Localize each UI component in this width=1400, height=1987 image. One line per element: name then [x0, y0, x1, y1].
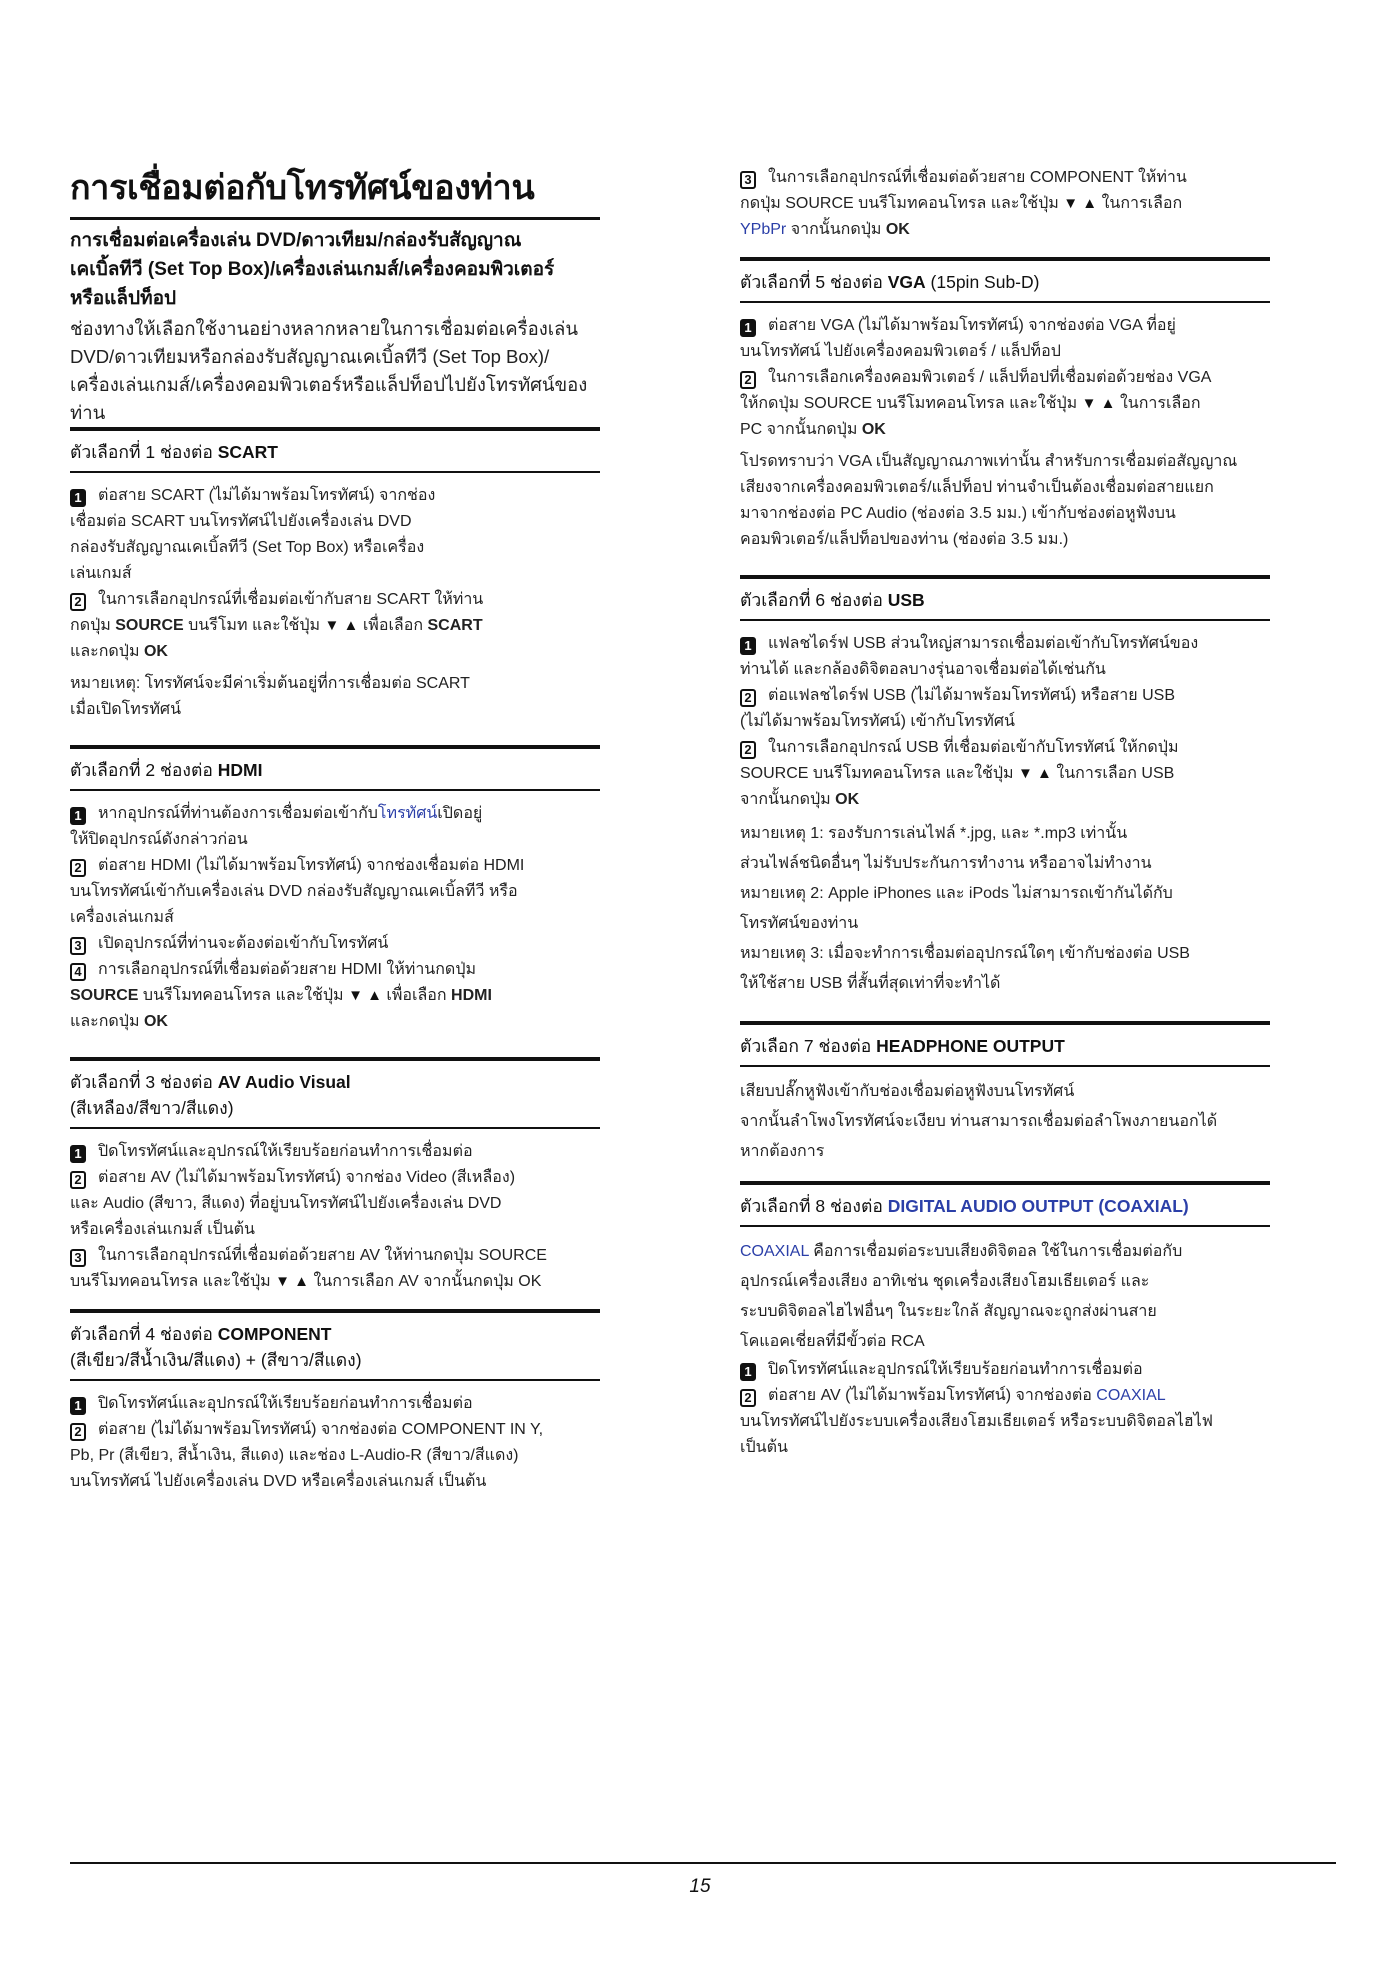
- body-text: คือการเชื่อมต่อระบบเสียงดิจิตอล ใช้ในการเชื่อมต่อกับ: [813, 1243, 1183, 1260]
- step-text: ในการเลือกอุปกรณ์ที่เชื่อมต่อเข้ากับสาย SCART ให้ท่าน: [98, 591, 484, 608]
- option-number: 2: [145, 760, 156, 780]
- step-text: หากอุปกรณ์ที่ท่านต้องการเชื่อมต่อเข้ากับ: [98, 805, 378, 822]
- step-text: [740, 217, 1270, 243]
- step-2: [740, 683, 1270, 709]
- section-rule: [740, 619, 1270, 621]
- step-number-icon: 4: [70, 963, 86, 981]
- section-scart: [70, 427, 600, 723]
- step-text: บนโทรทัศน์เข้ากับเครื่องเล่น DVD กล่องรับสัญญาณเคเบิ้ลทีวี หรือ: [70, 883, 518, 900]
- port-word: ช่องต่อ: [160, 1324, 213, 1344]
- body-text: อุปกรณ์เครื่องเสียง อาทิเช่น ชุดเครื่องเสียงโฮมเธียเตอร์ และ: [740, 1273, 1150, 1290]
- step-number-icon: 1: [70, 489, 86, 507]
- step-text: [70, 983, 600, 1009]
- footer-rule: [70, 1862, 1336, 1864]
- section-heading-av: [70, 1061, 600, 1127]
- section-heading-headphone: [740, 1025, 1270, 1065]
- step-text: ท่านได้ และกล้องดิจิตอลบางรุ่นอาจเชื่อมต่อได้เช่นกัน: [740, 661, 1106, 678]
- option-prefix: ตัวเลือกที่: [70, 1324, 141, 1344]
- step-2: [70, 1165, 600, 1191]
- port-name: DIGITAL AUDIO OUTPUT (COAXIAL): [887, 1196, 1189, 1216]
- note-text: หมายเหตุ: โทรทัศน์จะมีค่าเริ่มต้นอยู่ที่การเชื่อมต่อ SCART: [70, 675, 470, 692]
- section-rule: [70, 1379, 600, 1381]
- step-number-icon: 2: [740, 1389, 756, 1407]
- section-usb: [740, 575, 1270, 999]
- section-body-component-cont: [740, 165, 1270, 243]
- step-text: ปิดโทรทัศน์และอุปกรณ์ให้เรียบร้อยก่อนทำการเชื่อมต่อ: [768, 1361, 1143, 1378]
- coaxial-link-text: COAXIAL: [740, 1243, 809, 1260]
- step-text: บนรีโมทคอนโทรล และใช้ปุ่ม: [70, 1273, 271, 1290]
- option-prefix: ตัวเลือก 7: [740, 1036, 814, 1056]
- step-text: ในการเลือก AV จากนั้นกดปุ่ม OK: [313, 1273, 542, 1290]
- step-text: SOURCE บนรีโมทคอนโทรล และใช้ปุ่ม: [740, 765, 1014, 782]
- step-text: ให้กดปุ่ม SOURCE บนรีโมทคอนโทรล และใช้ปุ่ม: [740, 395, 1078, 412]
- port-name: USB: [887, 590, 925, 610]
- step-3: [740, 735, 1270, 761]
- port-word: ช่องต่อ: [830, 272, 883, 292]
- step-text: บนโทรทัศน์ ไปยังเครื่องคอมพิวเตอร์ / แล็ปท็อป: [740, 343, 1061, 360]
- step-text: [70, 613, 600, 639]
- port-name: VGA: [887, 272, 926, 292]
- section-rule: [70, 1127, 600, 1129]
- intro-heading-line: หรือแล็ปท็อป: [70, 288, 177, 309]
- note-scart: [70, 671, 600, 723]
- section-rule: [740, 1225, 1270, 1227]
- step-number-icon: 1: [70, 1145, 86, 1163]
- step-text: กล่องรับสัญญาณเคเบิ้ลทีวี (Set Top Box) หรือเครื่อง: [70, 539, 425, 556]
- port-name: HDMI: [217, 760, 263, 780]
- section-body-av: [70, 1139, 600, 1295]
- down-up-arrow-icon: ▼ ▲: [1063, 195, 1098, 212]
- ok-key-label: OK: [835, 791, 860, 808]
- step-number-icon: 1: [740, 319, 756, 337]
- step-text: ต่อสาย (ไม่ได้มาพร้อมโทรทัศน์) จากช่องต่อ COMPONENT IN Y,: [98, 1421, 544, 1438]
- option-number: 6: [815, 590, 826, 610]
- step-text: ในการเลือกอุปกรณ์ USB ที่เชื่อมต่อเข้ากับโทรทัศน์ ให้กดปุ่ม: [768, 739, 1179, 756]
- source-key-label: SOURCE: [70, 987, 139, 1004]
- step-text: แฟลชไดร์ฟ USB ส่วนใหญ่สามารถเชื่อมต่อเข้ากับโทรทัศน์ของ: [768, 635, 1199, 652]
- ok-key-label: OK: [885, 221, 910, 238]
- port-word: ช่องต่อ: [160, 442, 213, 462]
- section-heading-scart: [70, 431, 600, 471]
- step-1: [740, 313, 1270, 339]
- step-1: [740, 1357, 1270, 1383]
- page-number: 15: [689, 1876, 711, 1897]
- step-1: [70, 1139, 600, 1165]
- option-prefix: ตัวเลือกที่: [70, 442, 141, 462]
- port-name: SCART: [427, 617, 483, 634]
- section-body-coaxial: [740, 1237, 1270, 1461]
- section-rule: [70, 471, 600, 473]
- body-text: ระบบดิจิตอลไฮไฟอื่นๆ ในระยะใกล้ สัญญาณจะถูกส่งผ่านสาย: [740, 1303, 1157, 1320]
- intro-text-line: ช่องทางให้เลือกใช้งานอย่างหลากหลายในการเชื่อมต่อเครื่องเล่น: [70, 318, 579, 339]
- section-body-scart: [70, 483, 600, 723]
- intro-text-line: เครื่องเล่นเกมส์/เครื่องคอมพิวเตอร์หรือแล็ปท็อปไปยังโทรทัศน์ของท่าน: [70, 374, 588, 423]
- spacer: [740, 243, 1270, 257]
- note-text: โทรทัศน์ของท่าน: [740, 915, 859, 932]
- option-prefix: ตัวเลือกที่: [70, 1072, 141, 1092]
- spacer: [740, 999, 1270, 1021]
- step-text: และกดปุ่ม: [70, 1013, 140, 1030]
- step-text: [70, 639, 600, 665]
- section-rule: [70, 789, 600, 791]
- spacer: [740, 1167, 1270, 1181]
- step-text: ในการเลือก USB: [1056, 765, 1175, 782]
- step-number-icon: 2: [740, 689, 756, 707]
- step-text: [740, 787, 1270, 813]
- section-body-headphone: [740, 1077, 1270, 1167]
- page-title: การเชื่อมต่อกับโทรทัศน์ของท่าน: [70, 169, 535, 207]
- step-2: [70, 1417, 600, 1443]
- step-text: ต่อสาย HDMI (ไม่ได้มาพร้อมโทรทัศน์) จากช่องเชื่อมต่อ HDMI: [98, 857, 525, 874]
- ypbpr-link-text: YPbPr: [740, 221, 787, 238]
- option-number: 4: [145, 1324, 156, 1344]
- step-number-icon: 2: [740, 741, 756, 759]
- ok-key-label: OK: [143, 643, 168, 660]
- option-number: 5: [815, 272, 826, 292]
- step-number-icon: 2: [70, 1171, 86, 1189]
- port-word: ช่องต่อ: [830, 1196, 883, 1216]
- step-text: ต่อแฟลชไดร์ฟ USB (ไม่ได้มาพร้อมโทรทัศน์) หรือสาย USB: [768, 687, 1176, 704]
- section-heading-hdmi: [70, 749, 600, 789]
- step-text: บนรีโมทคอนโทรล และใช้ปุ่ม: [142, 987, 344, 1004]
- port-name: HEADPHONE OUTPUT: [876, 1036, 1065, 1056]
- step-text: ในการเลือก: [1101, 195, 1183, 212]
- down-up-arrow-icon: ▼ ▲: [1018, 765, 1052, 782]
- body-text: โคแอคเชี่ยลที่มีขั้วต่อ RCA: [740, 1333, 925, 1350]
- step-text: การเลือกอุปกรณ์ที่เชื่อมต่อด้วยสาย HDMI ให้ท่านกดปุ่ม: [98, 961, 477, 978]
- step-2: [70, 587, 600, 613]
- step-text: ปิดโทรทัศน์และอุปกรณ์ให้เรียบร้อยก่อนทำการเชื่อมต่อ: [98, 1395, 473, 1412]
- port-colors: (สีเขียว/สีน้ำเงิน/สีแดง) + (สีขาว/สีแดง): [70, 1350, 362, 1370]
- step-text: PC จากนั้นกดปุ่ม: [740, 421, 858, 438]
- down-up-arrow-icon: ▼ ▲: [275, 1273, 310, 1290]
- option-prefix: ตัวเลือกที่: [70, 760, 141, 780]
- source-key-label: SOURCE: [115, 617, 184, 634]
- step-text: บนโทรทัศน์ ไปยังเครื่องเล่น DVD หรือเครื่องเล่นเกมส์ เป็นต้น: [70, 1473, 487, 1490]
- intro-text: [70, 315, 600, 427]
- step-text: เชื่อมต่อ SCART บนโทรทัศน์ไปยังเครื่องเล่น DVD: [70, 513, 412, 530]
- intro-text-line: DVD/ดาวเทียมหรือกล่องรับสัญญาณเคเบิ้ลทีวี (Set Top Box)/: [70, 346, 550, 367]
- port-colors: (สีเหลือง/สีขาว/สีแดง): [70, 1098, 234, 1118]
- right-column: [740, 165, 1270, 1461]
- body-text: จากนั้นลำโพงโทรทัศน์จะเงียบ ท่านสามารถเชื่อมต่อลำโพงภายนอกได้: [740, 1113, 1218, 1130]
- note-text: เมื่อเปิดโทรทัศน์: [70, 701, 182, 718]
- step-number-icon: 2: [70, 1423, 86, 1441]
- left-column: [70, 165, 600, 1495]
- section-heading-vga: [740, 261, 1270, 301]
- section-heading-component: [70, 1313, 600, 1379]
- port-name: COMPONENT: [217, 1324, 332, 1344]
- section-body-component: [70, 1391, 600, 1495]
- body-text: เสียบปลั๊กหูฟังเข้ากับช่องเชื่อมต่อหูฟังบนโทรทัศน์: [740, 1083, 1075, 1100]
- body-text: [740, 1237, 1270, 1267]
- step-number-icon: 2: [70, 593, 86, 611]
- note-text: มาจากช่องต่อ PC Audio (ช่องต่อ 3.5 มม.) เข้ากับช่องต่อหูฟังบน: [740, 505, 1176, 522]
- step-text: กดปุ่ม: [70, 617, 111, 634]
- down-up-arrow-icon: ▼ ▲: [1081, 395, 1116, 412]
- step-2: [740, 365, 1270, 391]
- step-text: [740, 191, 1270, 217]
- step-3: [740, 165, 1270, 191]
- section-heading-usb: [740, 579, 1270, 619]
- step-text: จากนั้นกดปุ่ม: [790, 221, 882, 238]
- section-body-usb: [740, 631, 1270, 999]
- step-text: Pb, Pr (สีเขียว, สีน้ำเงิน, สีแดง) และช่อง L-Audio-R (สีขาว/สีแดง): [70, 1447, 519, 1464]
- step-text: ต่อสาย VGA (ไม่ได้มาพร้อมโทรทัศน์) จากช่องต่อ VGA ที่อยู่: [768, 317, 1176, 334]
- step-text: ต่อสาย AV (ไม่ได้มาพร้อมโทรทัศน์) จากช่องต่อ: [768, 1387, 1092, 1404]
- port-word: ช่องต่อ: [818, 1036, 872, 1056]
- coaxial-link-text: COAXIAL: [1096, 1387, 1166, 1404]
- section-rule: [740, 1065, 1270, 1067]
- section-coaxial: [740, 1181, 1270, 1461]
- spacer: [70, 1035, 600, 1057]
- step-number-icon: 3: [70, 937, 86, 955]
- notes-usb: [740, 819, 1270, 999]
- step-text: ในการเลือกอุปกรณ์ที่เชื่อมต่อด้วยสาย COMPONENT ให้ท่าน: [768, 169, 1187, 186]
- port-name: AV Audio Visual: [217, 1072, 351, 1092]
- step-number-icon: 2: [70, 859, 86, 877]
- step-number-icon: 1: [70, 807, 86, 825]
- step-text: และ Audio (สีขาว, สีแดง) ที่อยู่บนโทรทัศน์ไปยังเครื่องเล่น DVD: [70, 1195, 502, 1212]
- option-number: 3: [145, 1072, 156, 1092]
- step-2: [740, 1383, 1270, 1409]
- ok-key-label: OK: [861, 421, 886, 438]
- option-prefix: ตัวเลือกที่: [740, 1196, 811, 1216]
- step-text: ปิดโทรทัศน์และอุปกรณ์ให้เรียบร้อยก่อนทำการเชื่อมต่อ: [98, 1143, 473, 1160]
- step-text: เพื่อเลือก: [386, 987, 447, 1004]
- intro-heading-line: เคเบิ้ลทีวี (Set Top Box)/เครื่องเล่นเกมส์/เครื่องคอมพิวเตอร์: [70, 259, 555, 280]
- intro-heading: [70, 226, 600, 313]
- body-text: หากต้องการ: [740, 1143, 825, 1160]
- note-text: คอมพิวเตอร์/แล็ปท็อปของท่าน (ช่องต่อ 3.5 มม.): [740, 531, 1069, 548]
- section-heading-coaxial: [740, 1185, 1270, 1225]
- section-rule: [740, 301, 1270, 303]
- note-vga: [740, 449, 1270, 553]
- step-text: ต่อสาย AV (ไม่ได้มาพร้อมโทรทัศน์) จากช่อง Video (สีเหลือง): [98, 1169, 516, 1186]
- step-text: กดปุ่ม SOURCE บนรีโมทคอนโทรล และใช้ปุ่ม: [740, 195, 1059, 212]
- port-suffix: (15pin Sub-D): [930, 272, 1040, 292]
- step-text: เปิดอุปกรณ์ที่ท่านจะต้องต่อเข้ากับโทรทัศน์: [98, 935, 389, 952]
- step-text: เป็นต้น: [740, 1439, 788, 1456]
- ok-key-label: OK: [143, 1013, 168, 1030]
- note-text: หมายเหตุ 3: เมื่อจะทำการเชื่อมต่ออุปกรณ์ใดๆ เข้ากับช่องต่อ USB: [740, 945, 1190, 962]
- section-body-hdmi: [70, 801, 600, 1035]
- port-word: ช่องต่อ: [160, 760, 213, 780]
- step-1: [70, 1391, 600, 1417]
- option-number: 8: [815, 1196, 826, 1216]
- step-text: บนรีโมท และใช้ปุ่ม: [188, 617, 321, 634]
- step-text: ในการเลือกเครื่องคอมพิวเตอร์ / แล็ปท็อปที่เชื่อมต่อด้วยช่อง VGA: [768, 369, 1212, 386]
- step-text: [740, 417, 1270, 443]
- step-text: [740, 391, 1270, 417]
- step-3: [70, 1243, 600, 1269]
- port-word: ช่องต่อ: [830, 590, 883, 610]
- note-text: หมายเหตุ 2: Apple iPhones และ iPods ไม่สามารถเข้ากันได้กับ: [740, 885, 1173, 902]
- step-text: เครื่องเล่นเกมส์: [70, 909, 174, 926]
- step-text: หรือเครื่องเล่นเกมส์ เป็นต้น: [70, 1221, 255, 1238]
- step-1: [70, 483, 600, 509]
- option-prefix: ตัวเลือกที่: [740, 590, 811, 610]
- port-name: SCART: [217, 442, 278, 462]
- step-3: [70, 931, 600, 957]
- step-text: เล่นเกมส์: [70, 565, 132, 582]
- step-text: บนโทรทัศน์ไปยังระบบเครื่องเสียงโฮมเธียเตอร์ หรือระบบดิจิตอลไฮไฟ: [740, 1413, 1213, 1430]
- step-number-icon: 1: [740, 637, 756, 655]
- down-up-arrow-icon: ▼ ▲: [324, 617, 359, 634]
- step-text: [70, 1269, 600, 1295]
- note-text: ให้ใช้สาย USB ที่สั้นที่สุดเท่าที่จะทำได้: [740, 975, 1001, 992]
- section-headphone: [740, 1021, 1270, 1167]
- step-text: ในการเลือกอุปกรณ์ที่เชื่อมต่อด้วยสาย AV ให้ท่านกดปุ่ม SOURCE: [98, 1247, 547, 1264]
- step-2: [70, 853, 600, 879]
- note-text: หมายเหตุ 1: รองรับการเล่นไฟล์ *.jpg, และ *.mp3 เท่านั้น: [740, 825, 1128, 842]
- step-text: ในการเลือก: [1119, 395, 1201, 412]
- step-text: จากนั้นกดปุ่ม: [740, 791, 831, 808]
- note-text: โปรดทราบว่า VGA เป็นสัญญาณภาพเท่านั้น สำหรับการเชื่อมต่อสัญญาณ: [740, 453, 1238, 470]
- section-av: [70, 1057, 600, 1295]
- step-number-icon: 3: [70, 1249, 86, 1267]
- section-hdmi: [70, 745, 600, 1035]
- note-text: เสียงจากเครื่องคอมพิวเตอร์/แล็ปท็อป ท่านจำเป็นต้องเชื่อมต่อสายแยก: [740, 479, 1214, 496]
- port-word: ช่องต่อ: [160, 1072, 213, 1092]
- step-text: เปิดอยู่: [437, 805, 483, 822]
- step-text: (ไม่ได้มาพร้อมโทรทัศน์) เข้ากับโทรทัศน์: [740, 713, 1015, 730]
- tv-link-text: โทรทัศน์: [377, 805, 438, 822]
- step-text: เพื่อเลือก: [362, 617, 424, 634]
- port-name: HDMI: [451, 987, 492, 1004]
- step-number-icon: 1: [70, 1397, 86, 1415]
- step-1: [70, 801, 600, 827]
- step-text: ต่อสาย SCART (ไม่ได้มาพร้อมโทรทัศน์) จากช่อง: [98, 487, 436, 504]
- step-number-icon: 2: [740, 371, 756, 389]
- spacer: [70, 723, 600, 745]
- down-up-arrow-icon: ▼ ▲: [348, 987, 382, 1004]
- option-number: 1: [145, 442, 156, 462]
- section-body-vga: [740, 313, 1270, 553]
- intro-heading-line: การเชื่อมต่อเครื่องเล่น DVD/ดาวเทียม/กล่องรับสัญญาณ: [70, 230, 522, 251]
- spacer: [740, 553, 1270, 575]
- step-number-icon: 1: [740, 1363, 756, 1381]
- step-4: [70, 957, 600, 983]
- section-component: [70, 1309, 600, 1495]
- note-text: ส่วนไฟล์ชนิดอื่นๆ ไม่รับประกันการทำงาน หรืออาจไม่ทำงาน: [740, 855, 1152, 872]
- step-number-icon: 3: [740, 171, 756, 189]
- spacer: [70, 1295, 600, 1309]
- step-1: [740, 631, 1270, 657]
- step-text: ให้ปิดอุปกรณ์ดังกล่าวก่อน: [70, 831, 248, 848]
- step-text: [740, 761, 1270, 787]
- option-prefix: ตัวเลือกที่: [740, 272, 811, 292]
- title-rule: [70, 217, 600, 220]
- section-vga: [740, 257, 1270, 553]
- step-text: และกดปุ่ม: [70, 643, 140, 660]
- step-text: [70, 1009, 600, 1035]
